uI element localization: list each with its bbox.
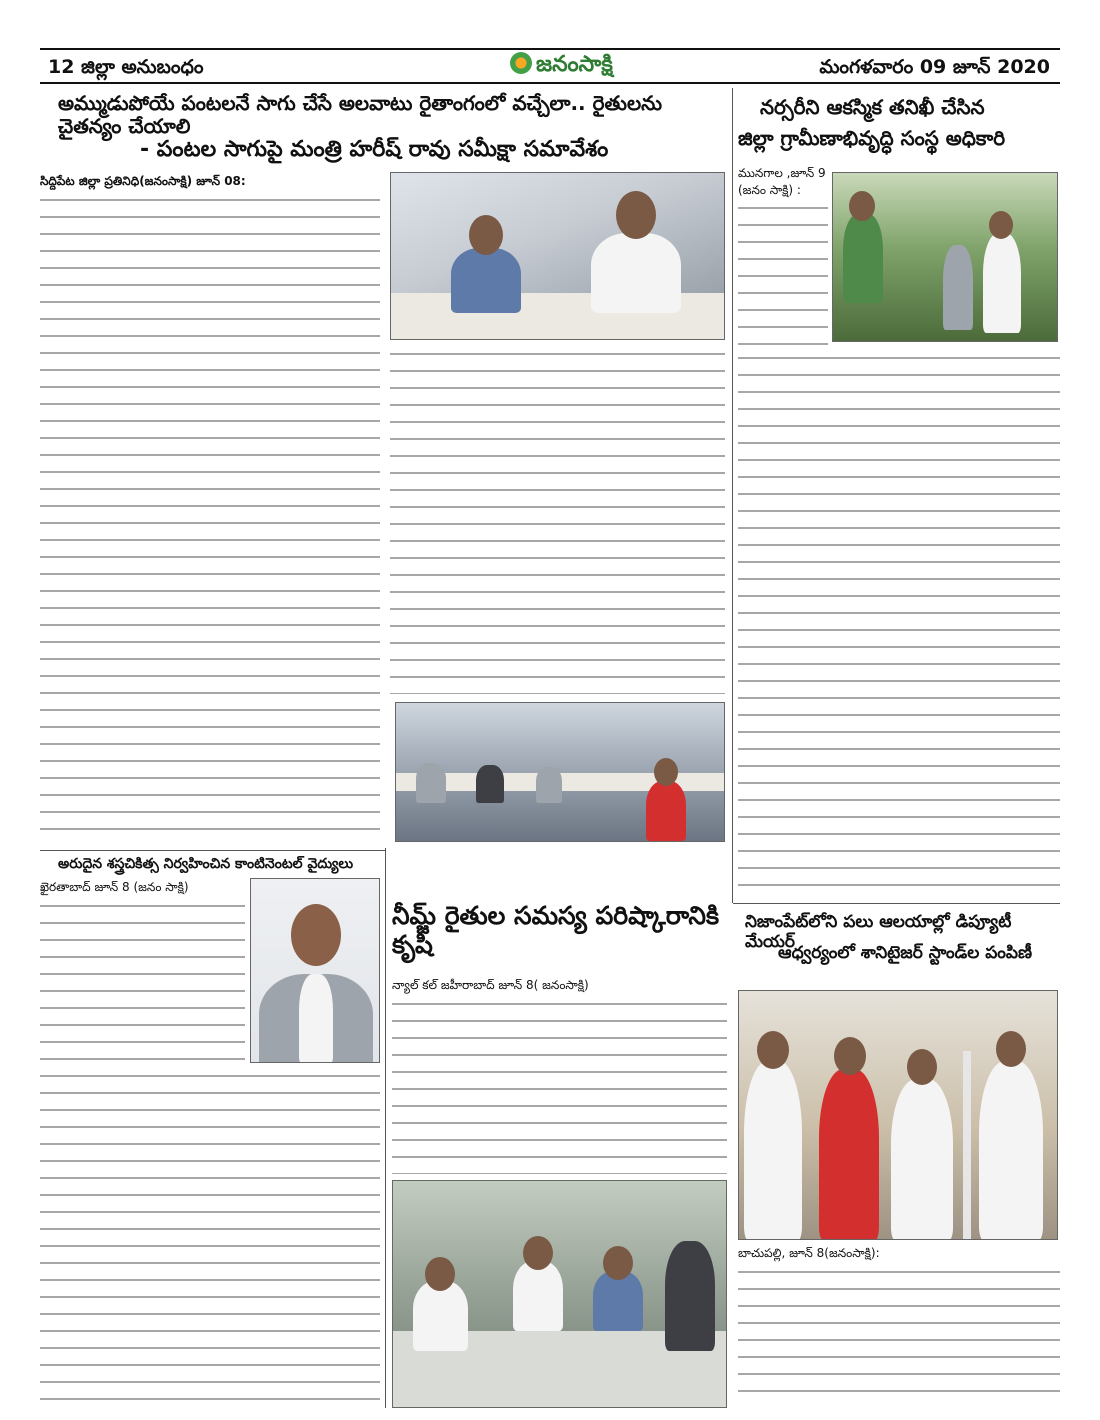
lead-photo-hall bbox=[395, 702, 725, 842]
masthead bbox=[40, 48, 1060, 84]
surgery-body bbox=[40, 1068, 380, 1408]
surgery-dateline: ఖైరతాబాద్ జూన్ 8 (జనం సాక్షి) bbox=[40, 880, 189, 894]
nursery-photo-garden bbox=[832, 172, 1058, 342]
mayor-body bbox=[738, 1264, 1060, 1404]
page-label: 12 జిల్లా అనుబంధం bbox=[48, 56, 204, 78]
mayor-headline-1: నిజాంపేట్‌లోని పలు ఆలయాల్లో డిప్యూటీ మేయర్ bbox=[745, 912, 1012, 952]
column-rule-right bbox=[732, 88, 733, 903]
nursery-body bbox=[738, 350, 1060, 895]
nursery-headline-2: జిల్లా గ్రామీణాభివృద్ధి సంస్థ అధికారి bbox=[738, 126, 1006, 150]
mayor-headline-2: ఆధ్వర్యంలో శానిటైజర్ స్టాండ్‌ల పంపిణీ bbox=[778, 943, 1033, 963]
lead-body-col2 bbox=[390, 346, 725, 694]
surgery-body-narrow bbox=[40, 898, 245, 1063]
nims-headline: నీమ్జ్ రైతుల సమస్య పరిష్కారానికి కృషి bbox=[392, 901, 720, 959]
surgery-photo-doctor bbox=[250, 878, 380, 1063]
nims-dateline: న్యాల్ కల్ జహీరాబాద్ జూన్ 8( జనంసాక్షి) bbox=[392, 978, 589, 992]
column-rule-lower bbox=[385, 848, 386, 1408]
lead-body-col1 bbox=[40, 192, 380, 840]
lead-photo-meeting bbox=[390, 172, 725, 340]
paper-name: జనంసాక్షి bbox=[536, 52, 613, 77]
lead-headline: అమ్ముడుపోయే పంటలనే సాగు చేసే అలవాటు రైతాంగంలో వచ్చేలా.. రైతులను చైతన్యం చేయాలి bbox=[58, 91, 663, 138]
nims-photo-farmers bbox=[392, 1180, 727, 1408]
section-rule-mayor bbox=[733, 903, 1060, 904]
issue-date: మంగళవారం 09 జూన్ 2020 bbox=[819, 56, 1050, 78]
lead-dateline: సిద్దిపేట జిల్లా ప్రతినిధి(జనంసాక్షి) జూన్ 08: bbox=[40, 174, 246, 188]
paper-logo bbox=[510, 52, 613, 82]
lead-subheadline: - పంటల సాగుపై మంత్రి హరీష్ రావు సమీక్షా సమావేశం bbox=[140, 137, 609, 162]
surgery-headline: అరుదైన శస్త్రచికిత్స నిర్వహించిన కాంటినెంటల్ వైద్యులు bbox=[58, 856, 354, 872]
mayor-dateline: బాచుపల్లి, జూన్ 8(జనంసాక్షి): bbox=[738, 1246, 880, 1260]
mayor-photo-temple bbox=[738, 990, 1058, 1240]
nursery-headline-1: నర్సరీని ఆకస్మిక తనిఖీ చేసిన bbox=[760, 95, 985, 119]
nims-body bbox=[392, 996, 727, 1174]
logo-sun-icon bbox=[510, 52, 532, 74]
nursery-body-narrow bbox=[738, 200, 828, 345]
nursery-dateline: మునగాల ,జూన్ 9 (జనం సాక్షి) : bbox=[738, 166, 826, 197]
section-rule-surgery bbox=[40, 850, 385, 851]
